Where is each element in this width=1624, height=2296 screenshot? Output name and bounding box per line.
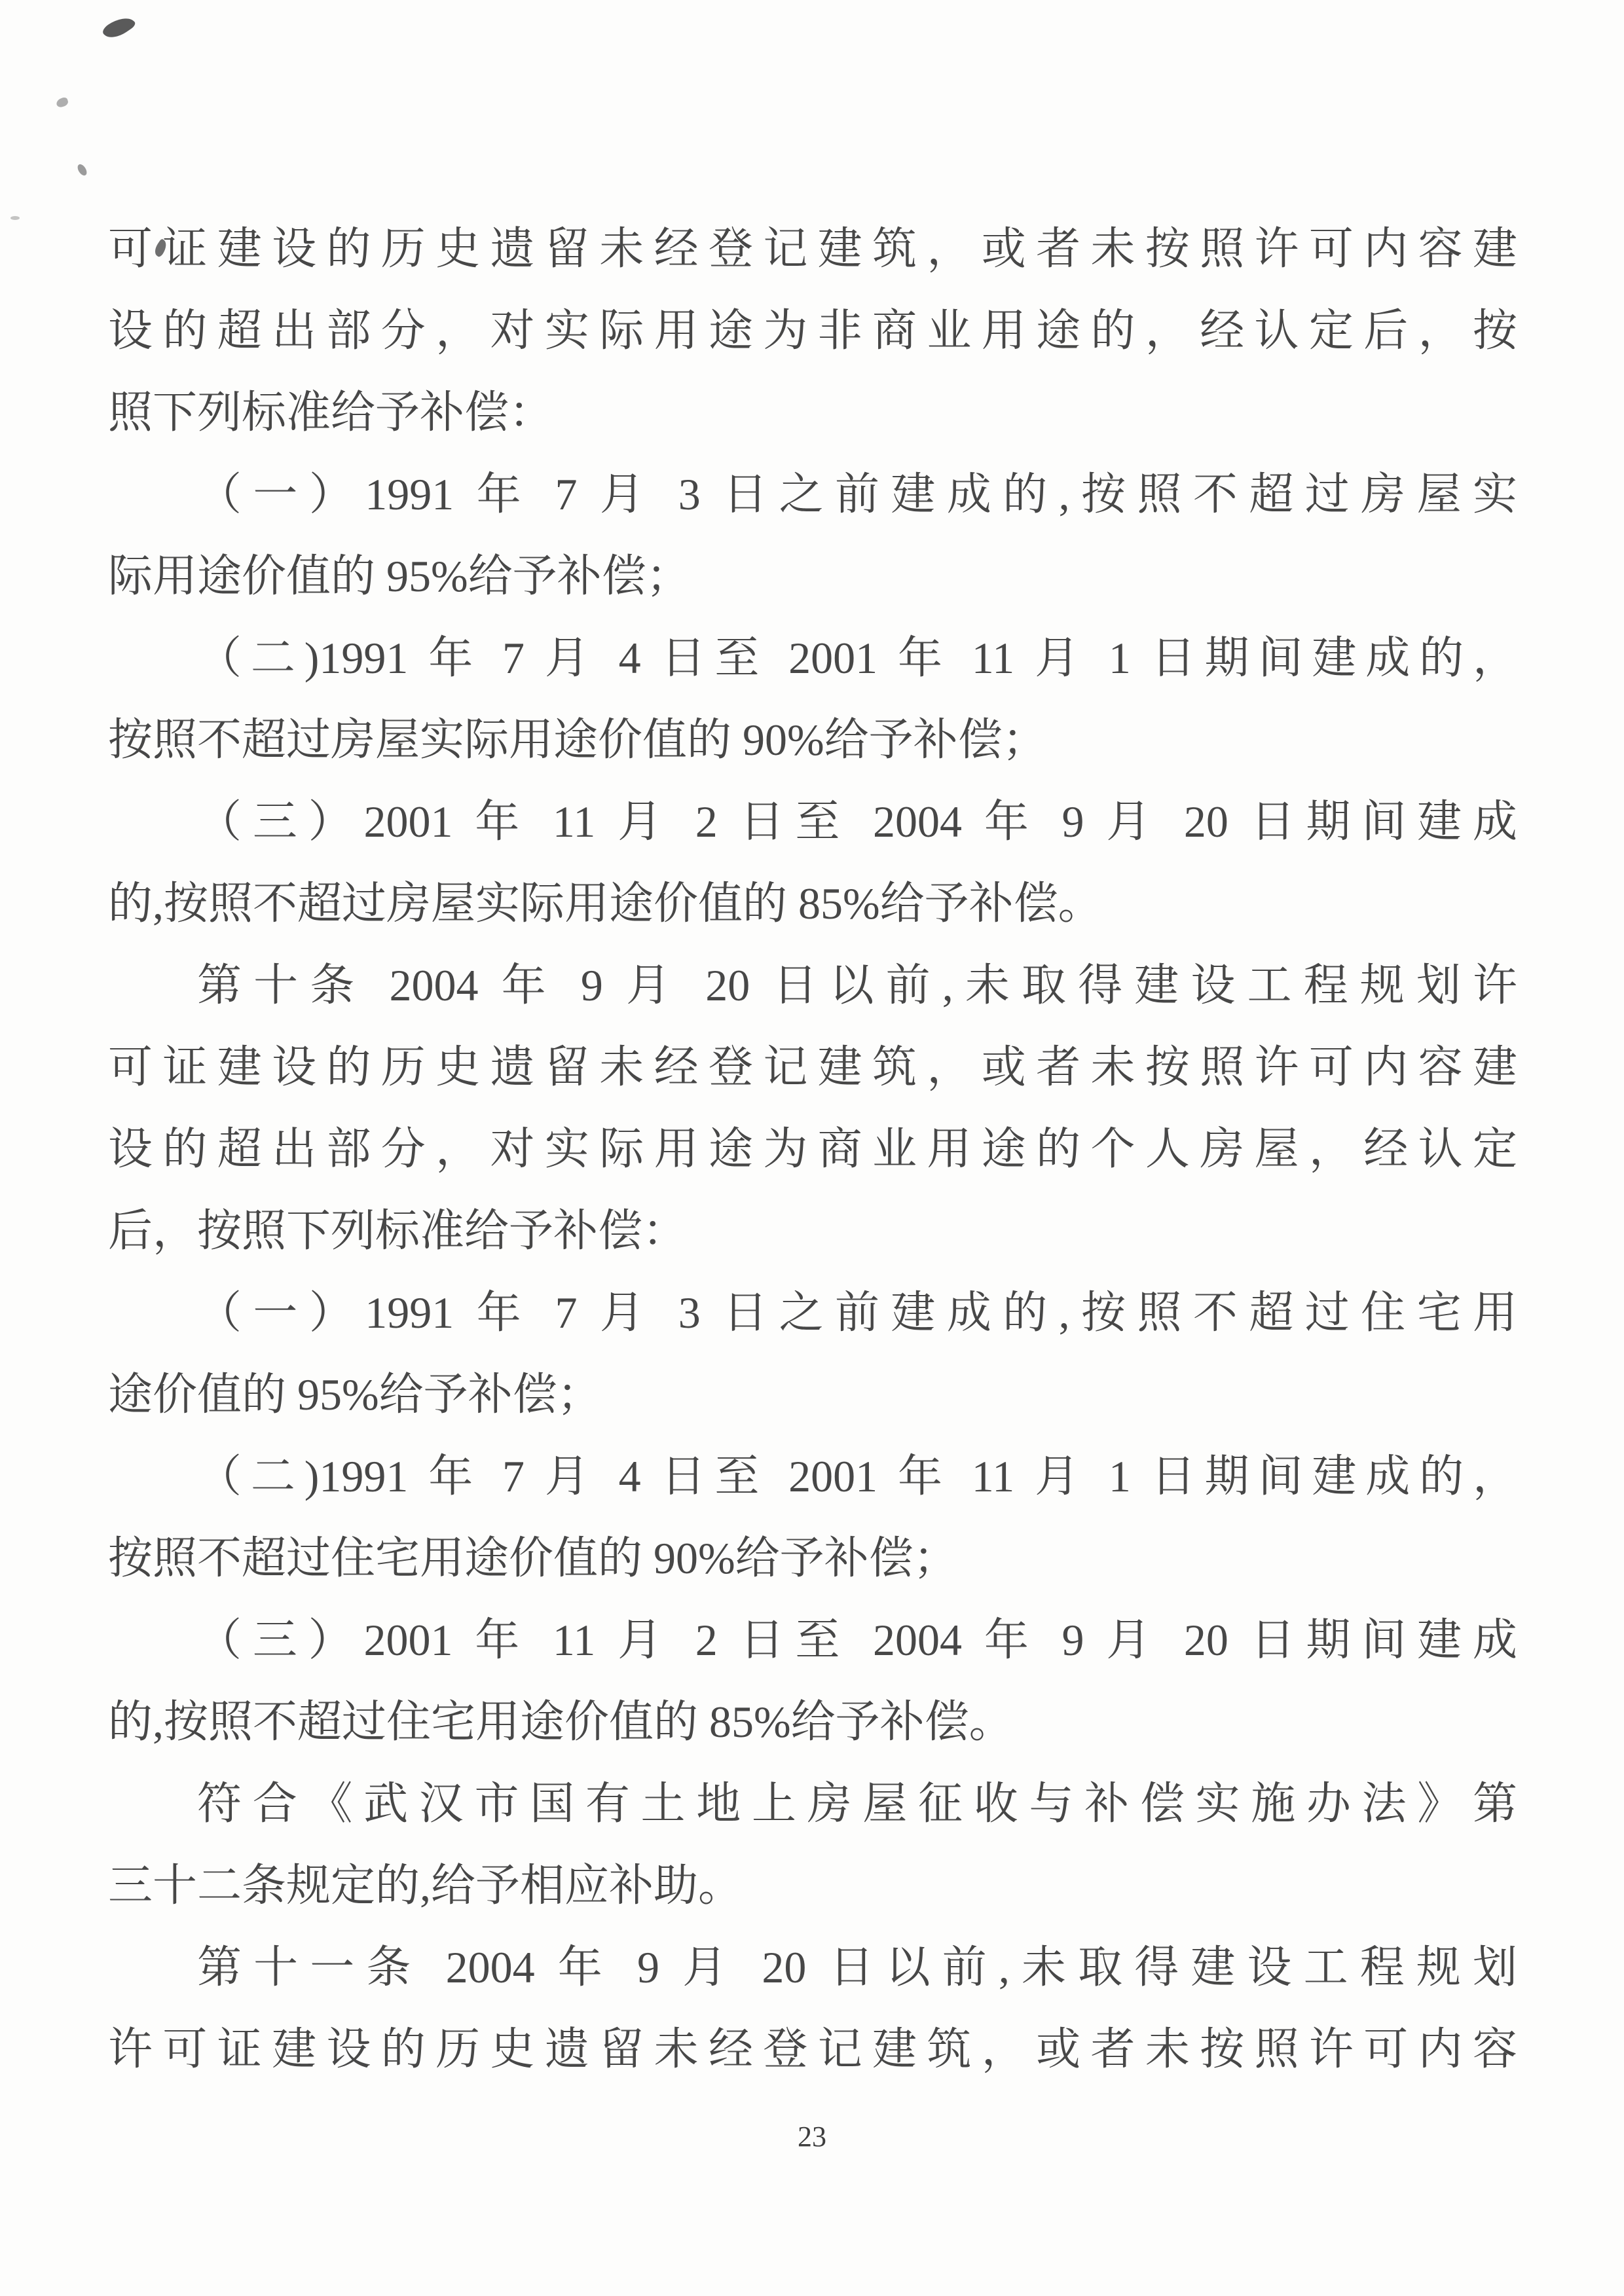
document-line: 的,按照不超过房屋实际用途价值的 85%给予补偿。 bbox=[108, 879, 1103, 928]
document-line: 途价值的 95%给予补偿； bbox=[108, 1370, 602, 1419]
scan-artifact bbox=[10, 216, 20, 220]
document-line: （三）2001 年 11 月 2 日至 2004 年 9 月 20 日期间建成 bbox=[197, 1615, 1517, 1665]
document-line: 许可证建设的历史遗留未经登记建筑，或者未按照许可内容 bbox=[108, 2024, 1517, 2074]
document-line: 际用途价值的 95%给予补偿； bbox=[108, 551, 691, 601]
document-line: 设的超出部分，对实际用途为商业用途的个人房屋，经认定 bbox=[108, 1124, 1517, 1174]
document-line: 的,按照不超过住宅用途价值的 85%给予补偿。 bbox=[108, 1697, 1014, 1747]
text-block bbox=[108, 208, 1517, 2090]
document-line: （三）2001 年 11 月 2 日至 2004 年 9 月 20 日期间建成 bbox=[197, 797, 1517, 847]
scan-artifact bbox=[55, 96, 69, 108]
document-line: 符合《武汉市国有土地上房屋征收与补偿实施办法》第 bbox=[197, 1779, 1517, 1829]
document-line: 三十二条规定的,给予相应补助。 bbox=[108, 1861, 743, 1910]
document-line: 设的超出部分，对实际用途为非商业用途的，经认定后，按 bbox=[108, 306, 1517, 355]
document-line: 可证建设的历史遗留未经登记建筑，或者未按照许可内容建 bbox=[108, 1042, 1517, 1092]
document-line: （二)1991 年 7 月 4 日至 2001 年 11 月 1 日期间建成的， bbox=[197, 633, 1517, 683]
document-line: 第十一条 2004 年 9 月 20 日以前,未取得建设工程规划 bbox=[197, 1942, 1517, 1992]
document-line: 按照不超过住宅用途价值的 90%给予补偿； bbox=[108, 1533, 958, 1583]
document-line: 后，按照下列标准给予补偿： bbox=[108, 1206, 688, 1256]
document-line: 按照不超过房屋实际用途价值的 90%给予补偿； bbox=[108, 715, 1047, 765]
document-line: 可证建设的历史遗留未经登记建筑，或者未按照许可内容建 bbox=[108, 224, 1517, 274]
scan-artifact bbox=[76, 163, 88, 177]
document-line: （一）1991 年 7 月 3 日之前建成的,按照不超过房屋实 bbox=[197, 469, 1517, 519]
document-line: （一）1991 年 7 月 3 日之前建成的,按照不超过住宅用 bbox=[197, 1288, 1517, 1338]
document-line: （二)1991 年 7 月 4 日至 2001 年 11 月 1 日期间建成的， bbox=[197, 1451, 1517, 1501]
document-line: 第十条 2004 年 9 月 20 日以前,未取得建设工程规划许 bbox=[197, 960, 1517, 1010]
document-line: 照下列标准给予补偿： bbox=[108, 388, 554, 437]
page-number: 23 bbox=[798, 2121, 826, 2153]
scan-artifact bbox=[100, 14, 138, 41]
